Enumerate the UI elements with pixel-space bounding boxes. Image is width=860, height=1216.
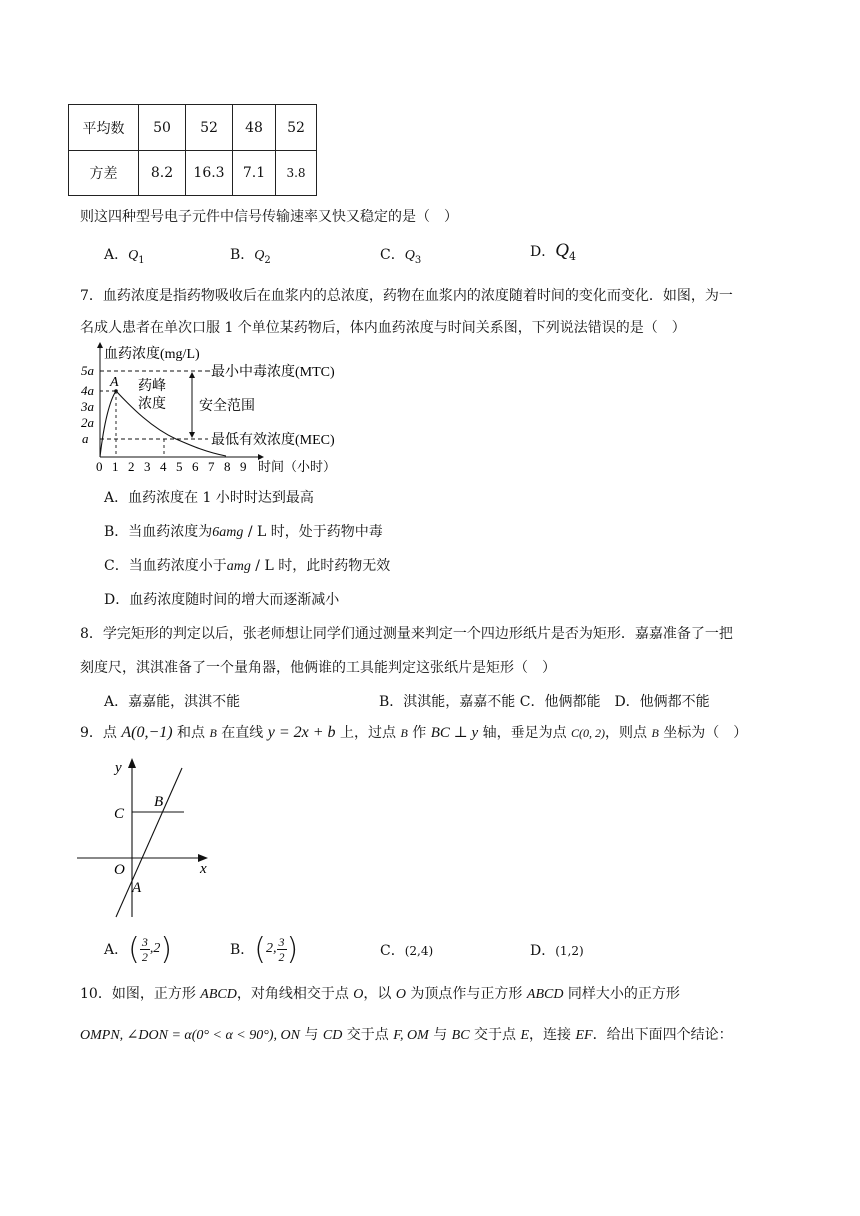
option-text: / L 时，处于药物中毒 bbox=[243, 524, 383, 540]
stem-text: ．给出下面四个结论： bbox=[592, 1027, 733, 1043]
x-tick-label: 6 bbox=[192, 459, 199, 474]
q6-option-a[interactable] bbox=[104, 244, 145, 266]
stem-text: 在直线 bbox=[216, 725, 268, 741]
x-tick-label: 3 bbox=[144, 459, 151, 474]
stem-math: BC ⊥ y bbox=[430, 725, 479, 741]
stem-math: ABCD bbox=[526, 987, 564, 1002]
stem-text: 与 bbox=[428, 1027, 452, 1043]
option-letter: D． bbox=[530, 244, 556, 260]
line-ab bbox=[116, 768, 182, 917]
q9-option-d[interactable] bbox=[530, 940, 584, 960]
x-tick-label: 4 bbox=[160, 459, 167, 474]
stem-text: ，连接 bbox=[529, 1027, 576, 1043]
option-text: C．当血药浓度小于 bbox=[104, 558, 227, 574]
x-tick-label: 0 bbox=[96, 459, 103, 474]
table-row bbox=[69, 151, 317, 196]
stats-table bbox=[68, 104, 317, 196]
stem-math: F, OM bbox=[393, 1028, 429, 1043]
y-axis-arrow bbox=[128, 758, 136, 768]
stem-math: O bbox=[395, 987, 406, 1002]
stem-text: 交于点 bbox=[469, 1027, 521, 1043]
table-cell: 16.3 bbox=[186, 151, 233, 196]
q8-stem-line1: 8．学完矩形的判定以后，张老师想让同学们通过测量来判定一个四边形纸片是否为矩形．嘉嘉准备了一把 bbox=[80, 626, 733, 642]
mec-label: 最低有效浓度(MEC) bbox=[211, 433, 335, 448]
q7-option-c[interactable] bbox=[104, 555, 390, 575]
option-subscript: 1 bbox=[138, 254, 145, 266]
table-cell: 52 bbox=[276, 105, 317, 151]
stem-text: ，以 bbox=[363, 986, 396, 1002]
numerator: 3 bbox=[141, 934, 148, 949]
x-axis-label: 时间（小时） bbox=[258, 459, 337, 474]
stem-math: y = 2x + b bbox=[267, 724, 336, 741]
stem-math: B bbox=[400, 726, 408, 740]
q6-option-c[interactable] bbox=[380, 244, 421, 266]
y-tick-label: 4a bbox=[81, 383, 94, 398]
option-letter: B． bbox=[230, 942, 255, 958]
table-cell: 3.8 bbox=[276, 151, 317, 196]
stem-text: 坐标为（ ） bbox=[658, 725, 748, 741]
x-tick-label: 8 bbox=[224, 459, 231, 474]
stem-math: ABCD bbox=[200, 987, 237, 1002]
stem-text: 为顶点作与正方形 bbox=[405, 986, 527, 1002]
q10-stem-line2 bbox=[80, 1024, 733, 1044]
q8-option-a[interactable]: A．嘉嘉能，淇淇不能 bbox=[104, 694, 241, 710]
option-math: ,2 bbox=[149, 941, 161, 956]
stem-math: O bbox=[353, 987, 364, 1002]
stem-math: B bbox=[651, 726, 659, 740]
q6-stem: 则这四种型号电子元件中信号传输速率又快又稳定的是（ ） bbox=[80, 209, 458, 225]
q6-option-d[interactable] bbox=[530, 240, 576, 263]
option-letter: A． bbox=[104, 247, 129, 263]
safe-range-label: 安全范围 bbox=[199, 399, 255, 414]
q10-stem-line1 bbox=[80, 983, 680, 1003]
stem-math: EF bbox=[575, 1028, 593, 1043]
option-symbol: Q bbox=[128, 248, 139, 263]
stem-math: OMPN, ∠DON = α bbox=[80, 1028, 192, 1043]
row-label: 平均数 bbox=[69, 105, 139, 151]
x-tick-label: 7 bbox=[208, 459, 215, 474]
option-letter: A． bbox=[104, 942, 129, 958]
y-tick-label: 5a bbox=[81, 363, 94, 378]
stem-math: E bbox=[520, 1028, 530, 1043]
q9-option-a[interactable] bbox=[104, 928, 172, 970]
option-subscript: 4 bbox=[568, 249, 576, 263]
paren-right: ) bbox=[286, 931, 299, 967]
q7-option-a[interactable]: A．血药浓度在 1 小时时达到最高 bbox=[104, 490, 314, 506]
peak-label-2: 浓度 bbox=[138, 397, 166, 412]
x-tick-label: 1 bbox=[112, 459, 119, 474]
paren-left: ( bbox=[254, 931, 267, 967]
option-math: 2, bbox=[266, 941, 277, 956]
x-tick-label: 9 bbox=[240, 459, 247, 474]
q9-option-c[interactable] bbox=[380, 940, 433, 960]
stem-math: A(0,−1) bbox=[121, 724, 173, 741]
paren-left: ( bbox=[128, 931, 140, 967]
y-tick-label: 2a bbox=[81, 415, 94, 430]
q8-options-bcd[interactable]: B．淇淇能，嘉嘉不能 C．他俩都能 D．他俩都不能 bbox=[379, 694, 710, 710]
stem-text: 9．点 bbox=[80, 725, 122, 741]
y-axis-arrow bbox=[97, 342, 103, 348]
paren-right: ) bbox=[160, 931, 173, 967]
stem-text: 交于点 bbox=[342, 1027, 394, 1043]
option-math: amg bbox=[226, 559, 251, 574]
x-label: x bbox=[200, 861, 207, 877]
q6-option-b[interactable] bbox=[230, 244, 271, 266]
table-cell: 48 bbox=[233, 105, 276, 151]
stem-math: CD bbox=[322, 1028, 343, 1043]
stem-text: 作 bbox=[407, 725, 431, 741]
q9-stem bbox=[80, 722, 747, 742]
peak-label-1: 药峰 bbox=[138, 379, 166, 394]
q7-stem-line2: 名成人患者在单次口服 1 个单位某药物后，体内血药浓度与时间关系图，下列说法错误的是（ ） bbox=[80, 320, 686, 336]
q9-graph bbox=[72, 754, 222, 924]
stem-text: 与 bbox=[299, 1027, 323, 1043]
stem-text: 同样大小的正方形 bbox=[563, 986, 680, 1002]
option-text: / L 时，此时药物无效 bbox=[250, 558, 391, 574]
stem-text: ，则点 bbox=[605, 725, 652, 741]
q7-option-b[interactable] bbox=[104, 521, 383, 541]
option-text: B．当血药浓度为 bbox=[104, 524, 213, 540]
q9-option-b[interactable] bbox=[230, 928, 298, 970]
q8-stem-line2: 刻度尺，淇淇准备了一个量角器，他俩谁的工具能判定这张纸片是矩形（ ） bbox=[80, 660, 556, 676]
denominator: 2 bbox=[141, 949, 148, 964]
stem-text: ，对角线相交于点 bbox=[236, 986, 354, 1002]
q7-option-d[interactable]: D．血药浓度随时间的增大而逐渐减小 bbox=[104, 592, 340, 608]
stem-text: 10．如图，正方形 bbox=[80, 986, 201, 1002]
denominator: 2 bbox=[278, 949, 285, 964]
table-row bbox=[69, 105, 317, 151]
option-subscript: 3 bbox=[414, 254, 422, 266]
option-symbol: Q bbox=[254, 248, 265, 263]
stem-text: 轴，垂足为点 bbox=[478, 725, 572, 741]
option-math: (2,4) bbox=[404, 944, 434, 958]
option-letter: D． bbox=[530, 943, 556, 959]
b-label: B bbox=[154, 794, 164, 810]
x-tick-label: 2 bbox=[128, 459, 135, 474]
row-label: 方差 bbox=[69, 151, 139, 196]
mtc-label: 最小中毒浓度(MTC) bbox=[211, 365, 335, 380]
option-letter: B． bbox=[230, 247, 255, 263]
concentration-chart bbox=[80, 340, 370, 480]
table-cell: 50 bbox=[139, 105, 186, 151]
stem-text: 和点 bbox=[172, 725, 210, 741]
o-label: O bbox=[114, 862, 125, 878]
point-a-label: A bbox=[110, 375, 119, 390]
option-math: 6amg bbox=[212, 525, 244, 540]
table-cell: 8.2 bbox=[139, 151, 186, 196]
y-axis-label: 血药浓度(mg/L) bbox=[104, 347, 200, 362]
y-tick-label: a bbox=[82, 431, 89, 446]
a-label: A bbox=[132, 880, 142, 896]
table-cell: 7.1 bbox=[233, 151, 276, 196]
c-label: C bbox=[114, 806, 125, 822]
option-symbol: Q bbox=[555, 240, 569, 261]
stem-math: (0° < α < 90°), ON bbox=[191, 1028, 300, 1043]
stem-math: C(0, 2) bbox=[571, 726, 606, 740]
x-tick-label: 5 bbox=[176, 459, 183, 474]
y-tick-label: 3a bbox=[81, 399, 94, 414]
numerator: 3 bbox=[278, 934, 285, 949]
arrow-down-icon bbox=[189, 432, 195, 438]
option-letter: C． bbox=[380, 943, 405, 959]
option-symbol: Q bbox=[404, 248, 415, 263]
option-subscript: 2 bbox=[264, 254, 271, 266]
table-cell: 52 bbox=[186, 105, 233, 151]
y-label: y bbox=[115, 760, 122, 776]
fraction bbox=[140, 936, 150, 963]
arrow-up-icon bbox=[189, 372, 195, 378]
stem-math: B bbox=[209, 726, 217, 740]
option-letter: C． bbox=[380, 247, 405, 263]
stem-math: BC bbox=[451, 1028, 470, 1043]
option-math: (1,2) bbox=[555, 944, 584, 958]
q7-stem-line1: 7．血药浓度是指药物吸收后在血浆内的总浓度，药物在血浆内的浓度随着时间的变化而变化．如图，为一 bbox=[80, 288, 733, 304]
fraction bbox=[277, 936, 287, 963]
stem-text: 上，过点 bbox=[335, 725, 401, 741]
